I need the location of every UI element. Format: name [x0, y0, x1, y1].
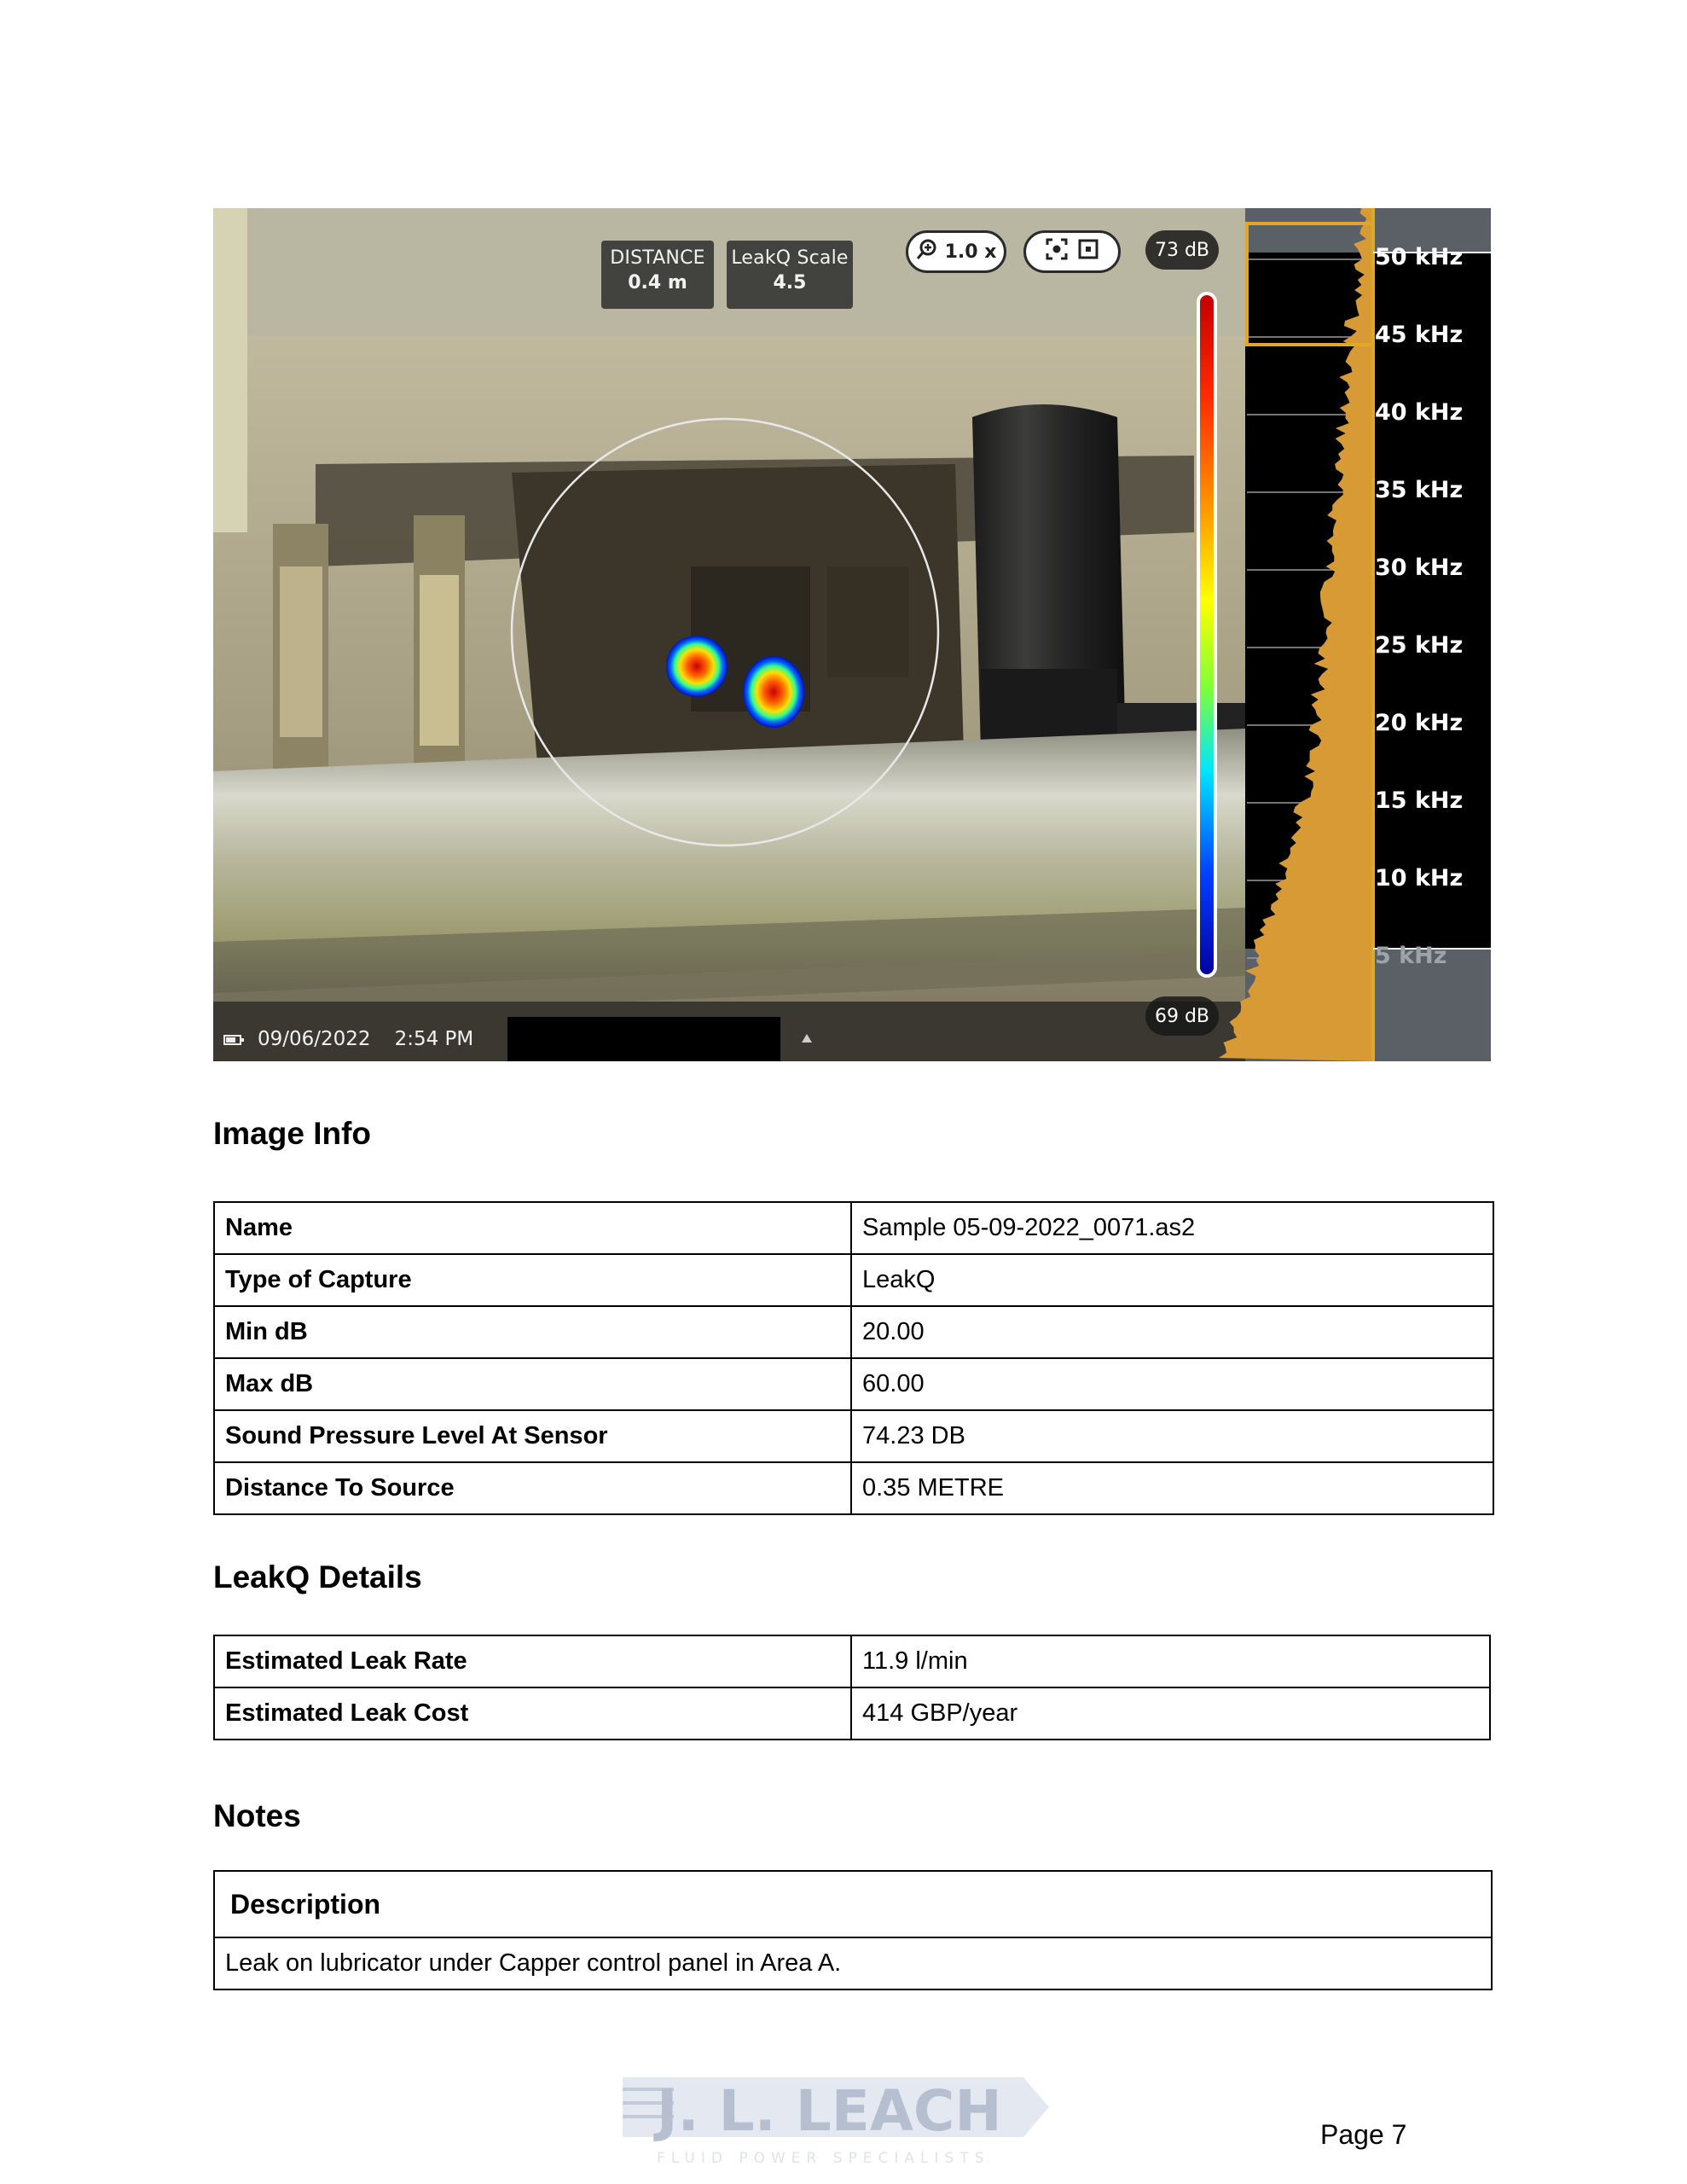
leak-hotspot — [666, 636, 728, 697]
description-text: Leak on lubricator under Capper control panel in Area A. — [214, 1937, 1492, 1989]
image-info-table — [213, 1201, 1494, 1515]
db-max-badge: 73 dB — [1145, 230, 1219, 270]
frame-select-icon — [1077, 238, 1099, 265]
svg-text:FLUID POWER SPECIALISTS: FLUID POWER SPECIALISTS — [657, 2150, 990, 2167]
table-row — [214, 1306, 1493, 1358]
table-row — [214, 1635, 1490, 1687]
frequency-label: 25 kHz — [1375, 632, 1464, 659]
row-value: 74.23 DB — [851, 1410, 1493, 1462]
row-label: Name — [214, 1202, 851, 1254]
notes-table — [213, 1870, 1493, 1990]
table-row — [214, 1687, 1490, 1740]
leakq-scale-label: LeakQ Scale — [731, 247, 849, 269]
leak-capture-image — [213, 208, 1491, 1061]
leakq-details-heading: LeakQ Details — [213, 1560, 422, 1594]
row-value: 11.9 l/min — [851, 1635, 1490, 1687]
battery-icon — [223, 1028, 244, 1050]
row-label: Type of Capture — [214, 1254, 851, 1306]
row-value: 0.35 METRE — [851, 1462, 1493, 1514]
focus-target-icon — [1045, 237, 1069, 266]
status-bar — [213, 1017, 473, 1061]
leakq-details-table — [213, 1635, 1491, 1740]
table-row — [214, 1254, 1493, 1306]
scene-photo — [213, 208, 1491, 1061]
frequency-label: 40 kHz — [1375, 399, 1464, 426]
leakq-scale-value: 4.5 — [773, 272, 807, 293]
magnifier-icon — [916, 238, 938, 265]
row-value: LeakQ — [851, 1254, 1493, 1306]
row-label: Min dB — [214, 1306, 851, 1358]
image-info-heading: Image Info — [213, 1116, 372, 1151]
redaction-bar — [507, 1017, 780, 1061]
row-label: Distance To Source — [214, 1462, 851, 1514]
company-logo — [623, 2069, 1049, 2171]
intensity-color-scale — [1198, 293, 1215, 976]
table-row — [214, 1202, 1493, 1254]
capture-date: 09/06/2022 — [258, 1028, 371, 1050]
row-value: 414 GBP/year — [851, 1687, 1490, 1740]
distance-value: 0.4 m — [628, 272, 687, 293]
leak-hotspot — [743, 656, 804, 728]
svg-text:J. L. LEACH: J. L. LEACH — [657, 2078, 1002, 2144]
table-row — [214, 1937, 1492, 1989]
db-min-badge: 69 dB — [1145, 996, 1219, 1036]
frequency-label: 50 kHz — [1375, 244, 1464, 270]
capture-time: 2:54 PM — [394, 1028, 474, 1050]
focus-mode-button[interactable] — [1023, 230, 1121, 273]
row-value: 20.00 — [851, 1306, 1493, 1358]
frequency-label: 30 kHz — [1375, 555, 1464, 581]
frequency-label: 10 kHz — [1375, 865, 1464, 892]
leakq-scale-chip — [727, 241, 853, 309]
row-value: Sample 05-09-2022_0071.as2 — [851, 1202, 1493, 1254]
frequency-label: 5 kHz — [1375, 943, 1447, 969]
row-label: Max dB — [214, 1358, 851, 1410]
row-label: Sound Pressure Level At Sensor — [214, 1410, 851, 1462]
distance-label: DISTANCE — [610, 247, 705, 269]
page-number: Page 7 — [1320, 2119, 1407, 2150]
zoom-button[interactable] — [906, 230, 1006, 273]
table-row — [214, 1871, 1492, 1937]
frequency-label: 35 kHz — [1375, 477, 1464, 503]
row-label: Estimated Leak Rate — [214, 1635, 851, 1687]
frequency-label: 20 kHz — [1375, 710, 1464, 736]
table-row — [214, 1410, 1493, 1462]
notes-heading: Notes — [213, 1798, 301, 1833]
description-label: Description — [214, 1871, 1492, 1937]
distance-chip — [601, 241, 714, 309]
frequency-label: 45 kHz — [1375, 322, 1464, 348]
table-row — [214, 1462, 1493, 1514]
row-label: Estimated Leak Cost — [214, 1687, 851, 1740]
frequency-label: 15 kHz — [1375, 787, 1464, 814]
zoom-level: 1.0 x — [944, 241, 997, 263]
row-value: 60.00 — [851, 1358, 1493, 1410]
table-row — [214, 1358, 1493, 1410]
